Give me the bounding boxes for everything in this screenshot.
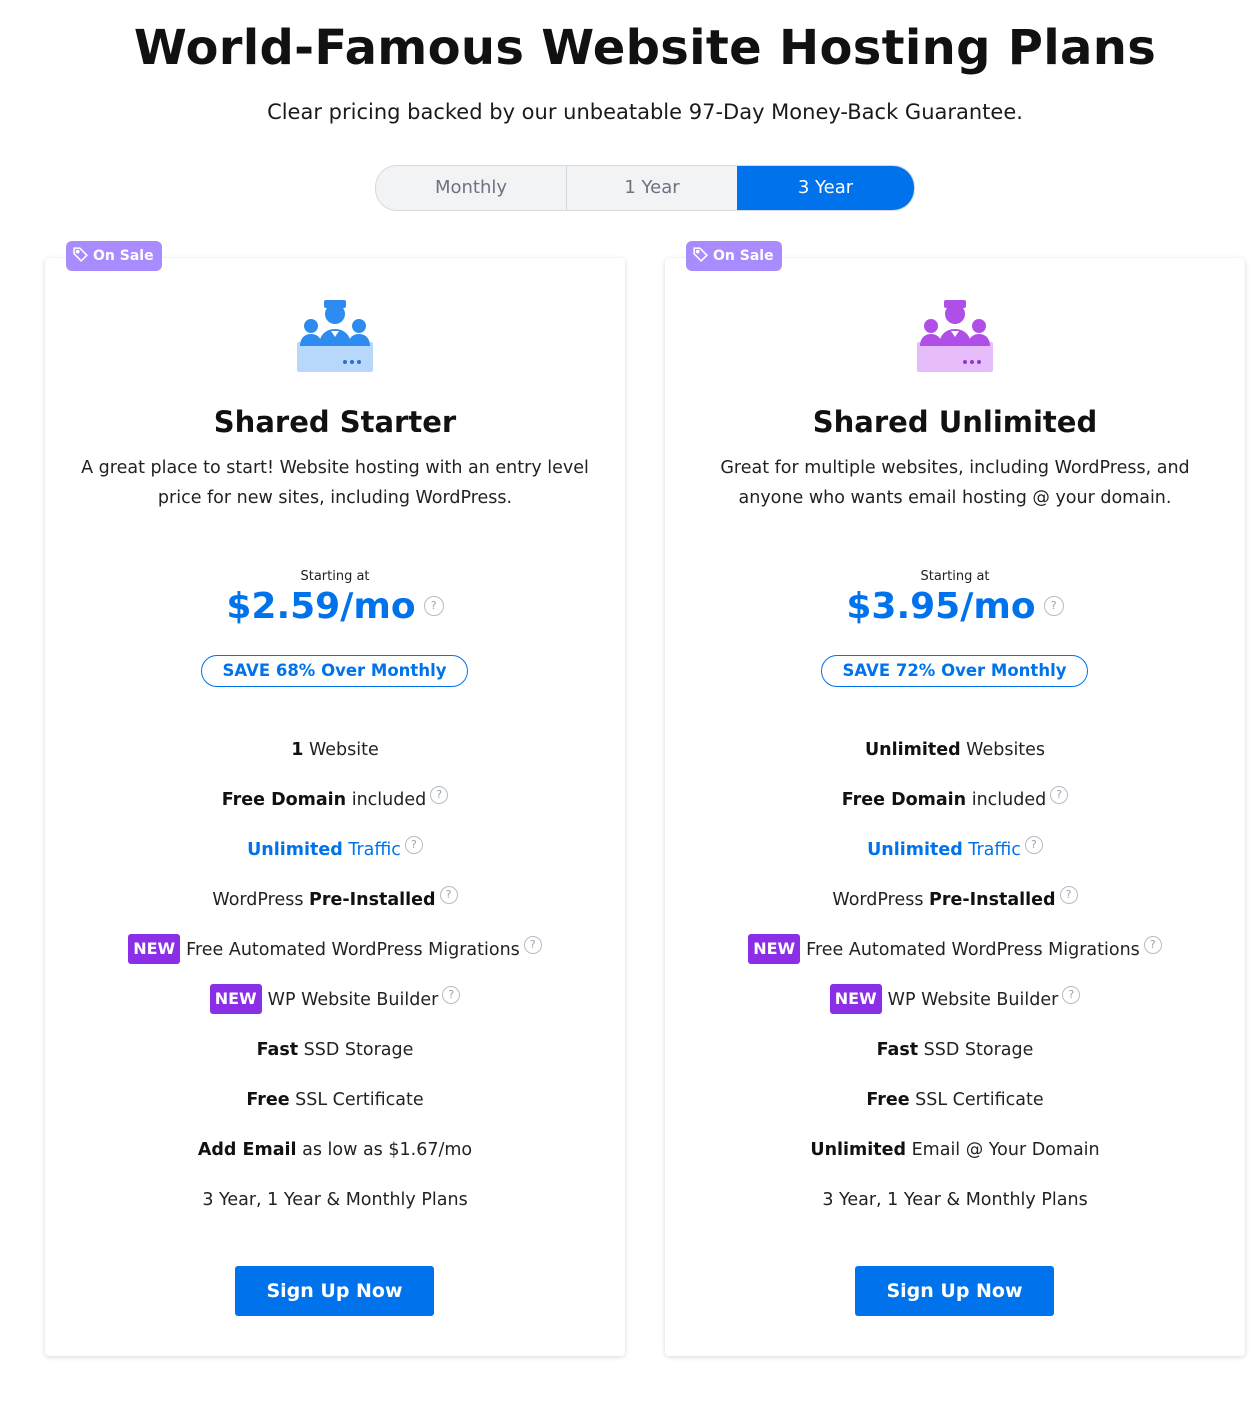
feature-item: 3 Year, 1 Year & Monthly Plans bbox=[822, 1190, 1088, 1210]
billing-term-toggle bbox=[375, 165, 915, 211]
help-icon[interactable]: ? bbox=[524, 936, 542, 954]
feature-item[interactable]: Unlimited Traffic ? bbox=[665, 825, 1245, 875]
feature-item: Fast SSD Storage bbox=[256, 1040, 414, 1060]
feature-item: Free Domain included ? bbox=[45, 775, 625, 825]
new-badge: NEW bbox=[748, 934, 800, 964]
starting-at-label: Starting at bbox=[300, 569, 370, 584]
save-pill: SAVE 72% Over Monthly bbox=[821, 655, 1088, 687]
help-icon[interactable]: ? bbox=[1060, 886, 1078, 904]
feature-item: NEW WP Website Builder ? bbox=[665, 975, 1245, 1025]
sale-badge-label: On Sale bbox=[713, 248, 774, 264]
feature-item[interactable]: Unlimited Traffic ? bbox=[45, 825, 625, 875]
help-icon[interactable]: ? bbox=[430, 786, 448, 804]
feature-item: WordPress Pre-Installed ? bbox=[45, 875, 625, 925]
plan-name: Shared Unlimited bbox=[812, 405, 1098, 439]
help-icon[interactable]: ? bbox=[1044, 596, 1064, 616]
sign-up-button[interactable]: Sign Up Now bbox=[235, 1266, 434, 1316]
plan-description: A great place to start! Website hosting with an entry level price for new sites, including WordPress. bbox=[81, 458, 589, 508]
plan-price: $3.95/mo bbox=[846, 586, 1036, 627]
help-icon[interactable]: ? bbox=[442, 986, 460, 1004]
page-title: World-Famous Website Hosting Plans bbox=[133, 20, 1157, 76]
plan-card-shared-unlimited bbox=[665, 248, 1245, 1356]
team-users-icon bbox=[295, 296, 375, 376]
tag-icon bbox=[72, 246, 89, 267]
plan-card-shared-starter bbox=[45, 248, 625, 1356]
feature-item: Unlimited Email @ Your Domain bbox=[810, 1140, 1100, 1160]
plan-description: Great for multiple websites, including WordPress, and anyone who wants email hosting @ your domain. bbox=[720, 458, 1190, 508]
feature-item: 1 Website bbox=[291, 740, 379, 760]
plan-name: Shared Starter bbox=[213, 405, 457, 439]
price-row bbox=[45, 586, 625, 627]
help-icon[interactable]: ? bbox=[405, 836, 423, 854]
sale-badge-label: On Sale bbox=[93, 248, 154, 264]
save-pill: SAVE 68% Over Monthly bbox=[201, 655, 468, 687]
term-3-year-button[interactable]: 3 Year bbox=[737, 166, 914, 210]
feature-item: Add Email as low as $1.67/mo bbox=[197, 1140, 473, 1160]
feature-item: Free SSL Certificate bbox=[246, 1090, 424, 1110]
price-row bbox=[665, 586, 1245, 627]
help-icon[interactable]: ? bbox=[1050, 786, 1068, 804]
feature-item: Free SSL Certificate bbox=[866, 1090, 1044, 1110]
new-badge: NEW bbox=[830, 984, 882, 1014]
feature-item: Unlimited Websites bbox=[864, 740, 1046, 760]
sale-badge bbox=[66, 241, 162, 271]
feature-item: NEW Free Automated WordPress Migrations ? bbox=[665, 925, 1245, 975]
page-subtitle: Clear pricing backed by our unbeatable 97-Day Money-Back Guarantee. bbox=[267, 100, 1023, 124]
starting-at-label: Starting at bbox=[920, 569, 990, 584]
team-users-icon bbox=[915, 296, 995, 376]
tag-icon bbox=[692, 246, 709, 267]
plan-price: $2.59/mo bbox=[226, 586, 416, 627]
help-icon[interactable]: ? bbox=[440, 886, 458, 904]
feature-item: Fast SSD Storage bbox=[876, 1040, 1034, 1060]
help-icon[interactable]: ? bbox=[1025, 836, 1043, 854]
help-icon[interactable]: ? bbox=[1144, 936, 1162, 954]
feature-item: 3 Year, 1 Year & Monthly Plans bbox=[202, 1190, 468, 1210]
feature-list bbox=[45, 725, 625, 1225]
new-badge: NEW bbox=[210, 984, 262, 1014]
sale-badge bbox=[686, 241, 782, 271]
term-monthly-button[interactable]: Monthly bbox=[434, 177, 508, 198]
help-icon[interactable]: ? bbox=[424, 596, 444, 616]
feature-item: Free Domain included ? bbox=[665, 775, 1245, 825]
feature-item: NEW Free Automated WordPress Migrations ? bbox=[45, 925, 625, 975]
sign-up-button[interactable]: Sign Up Now bbox=[855, 1266, 1054, 1316]
new-badge: NEW bbox=[128, 934, 180, 964]
feature-list bbox=[665, 725, 1245, 1225]
feature-item: NEW WP Website Builder ? bbox=[45, 975, 625, 1025]
feature-item: WordPress Pre-Installed ? bbox=[665, 875, 1245, 925]
term-1-year-button[interactable]: 1 Year bbox=[566, 166, 737, 210]
help-icon[interactable]: ? bbox=[1062, 986, 1080, 1004]
